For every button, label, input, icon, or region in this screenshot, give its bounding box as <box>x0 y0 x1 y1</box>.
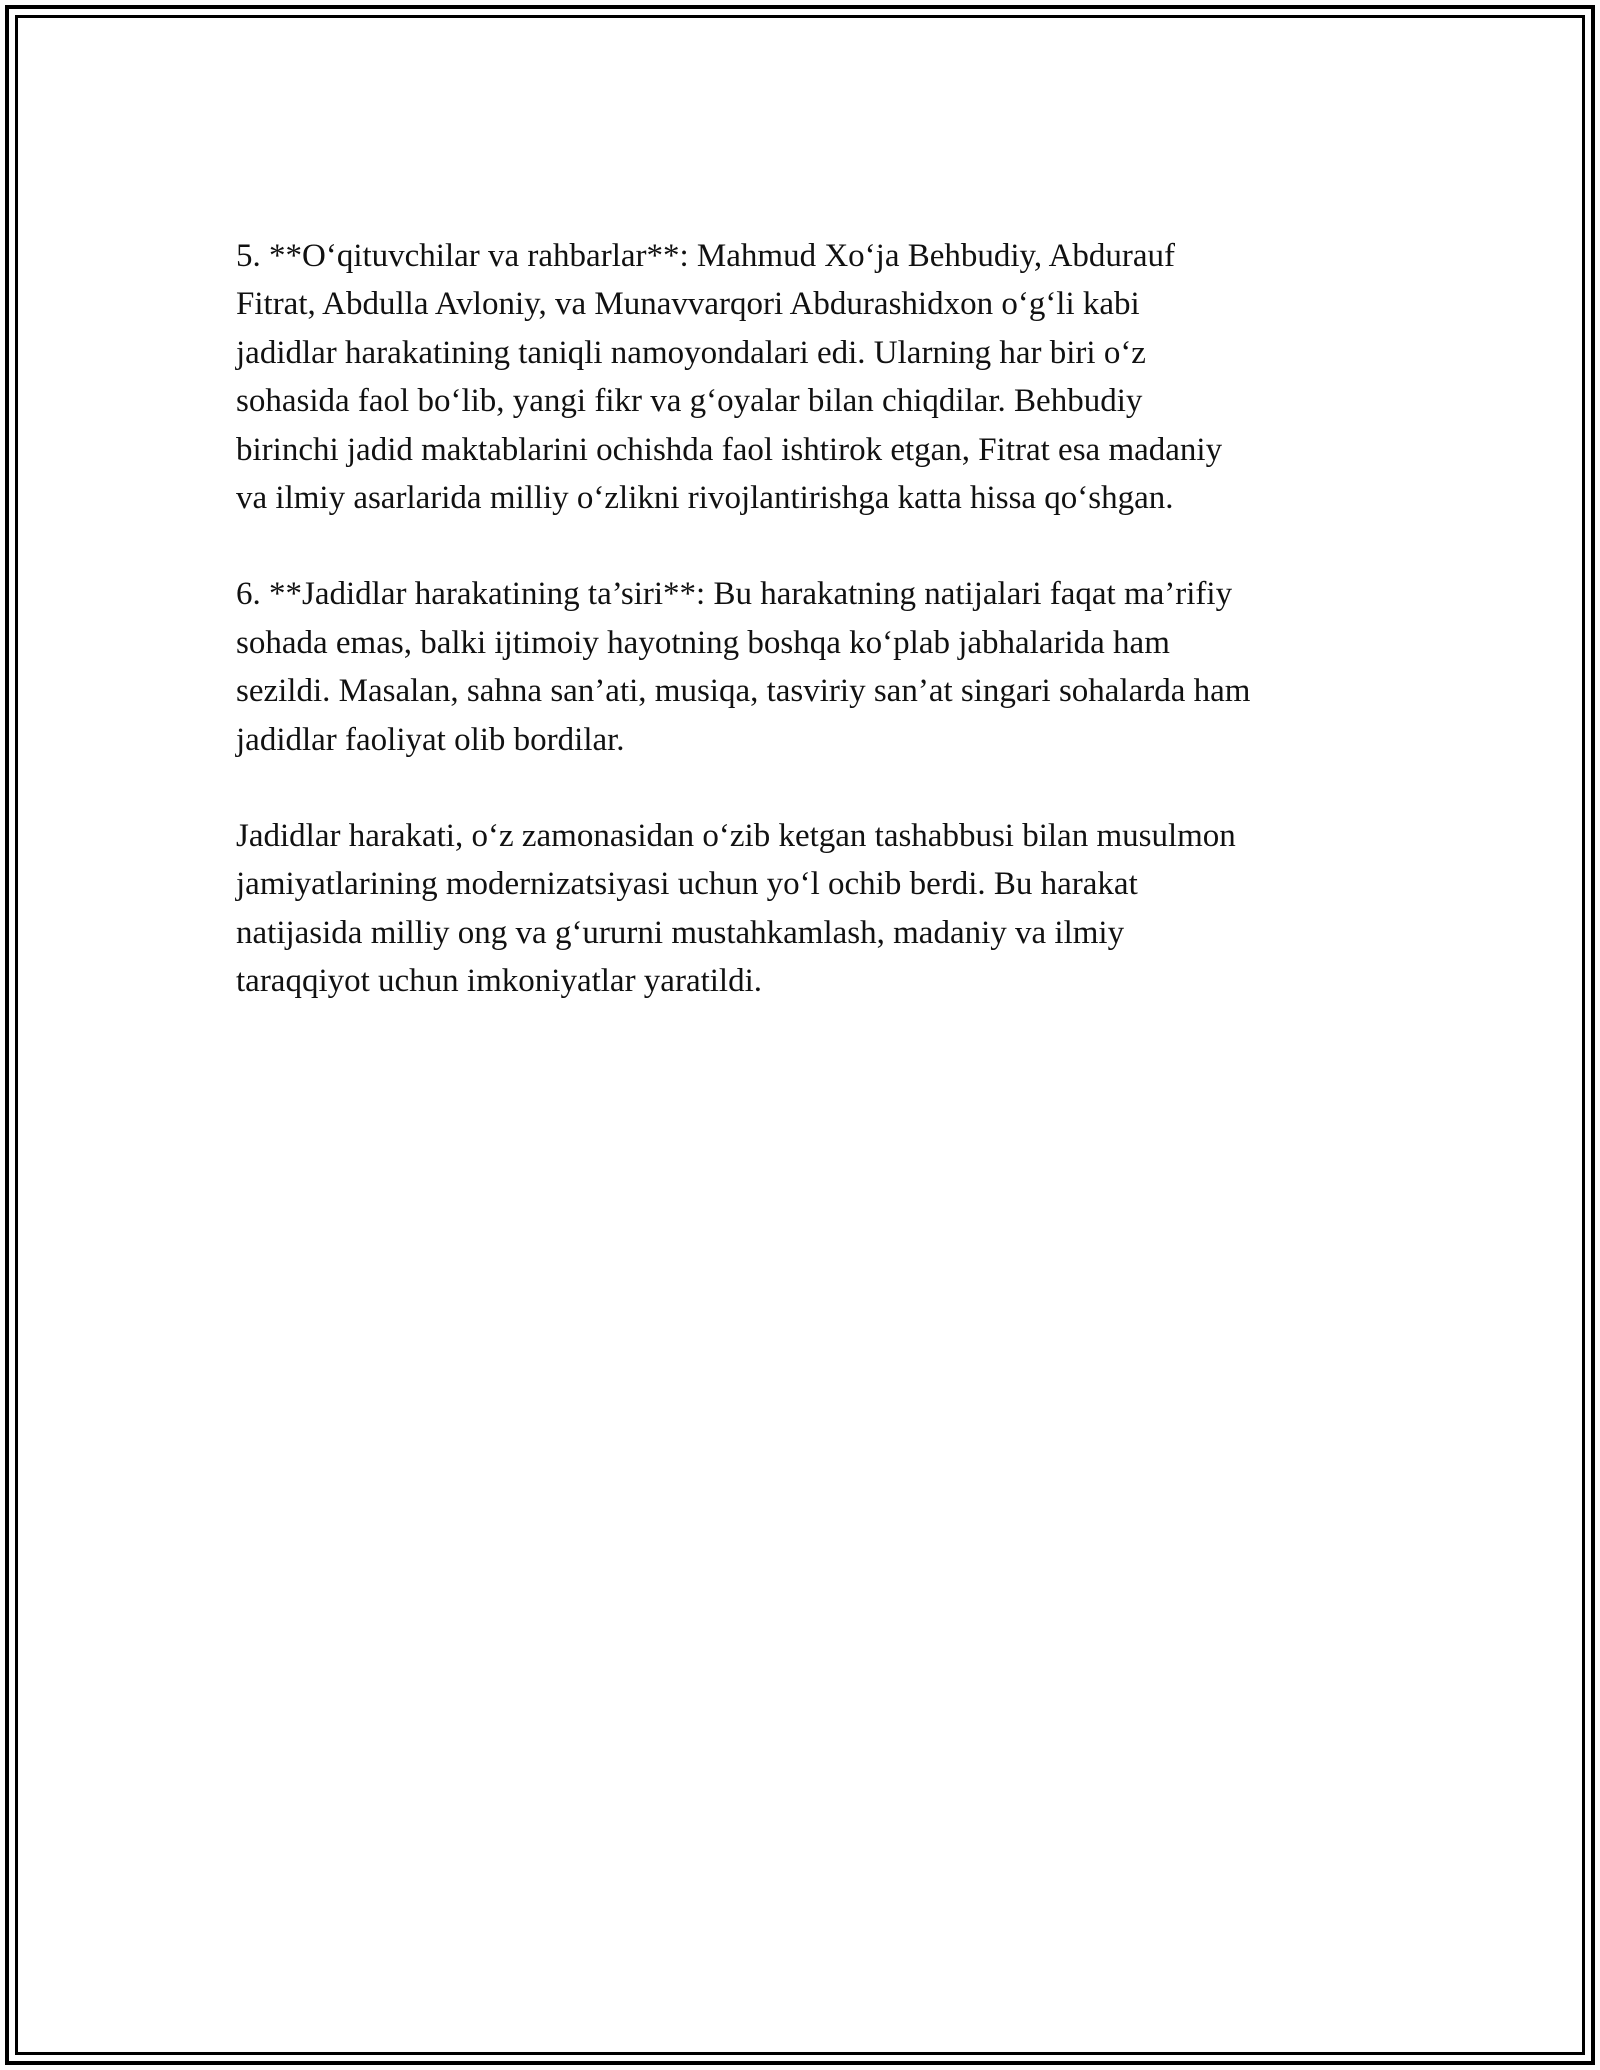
paragraph-conclusion <box>236 812 1396 1006</box>
paragraph-teachers-leaders <box>236 232 1396 522</box>
text-line: va ilmiy asarlarida milliy o‘zlikni rivojlantirishga katta hissa qo‘shgan. <box>236 480 1174 517</box>
text-line: Fitrat, Abdulla Avloniy, va Munavvarqori Abdurashidxon o‘g‘li kabi <box>236 286 1140 323</box>
text-line: taraqqiyot uchun imkoniyatlar yaratildi. <box>236 963 763 1000</box>
text-line: sohada emas, balki ijtimoiy hayotning boshqa ko‘plab jabhalarida ham <box>236 624 1170 661</box>
text-line: sohasida faol bo‘lib, yangi fikr va g‘oyalar bilan chiqdilar. Behbudiy <box>236 383 1143 420</box>
text-line: Jadidlar harakati, o‘z zamonasidan o‘zib ketgan tashabbusi bilan musulmon <box>236 818 1236 855</box>
document-body <box>236 232 1396 1054</box>
text-line: birinchi jadid maktablarini ochishda faol ishtirok etgan, Fitrat esa madaniy <box>236 431 1223 468</box>
text-line: 6. **Jadidlar harakatining ta’siri**: Bu harakatning natijalari faqat ma’rifiy <box>236 576 1233 613</box>
text-line: sezildi. Masalan, sahna san’ati, musiqa, tasviriy san’at singari sohalarda ham <box>236 673 1251 710</box>
text-line: jamiyatlarining modernizatsiyasi uchun yo‘l ochib berdi. Bu harakat <box>236 866 1138 903</box>
text-line: jadidlar faoliyat olib bordilar. <box>236 721 625 758</box>
text-line: jadidlar harakatining taniqli namoyondalari edi. Ularning har biri o‘z <box>236 334 1146 371</box>
paragraph-influence <box>236 570 1396 764</box>
text-line: 5. **O‘qituvchilar va rahbarlar**: Mahmud Xo‘ja Behbudiy, Abdurauf <box>236 238 1176 274</box>
text-line: natijasida milliy ong va g‘ururni mustahkamlash, madaniy va ilmiy <box>236 914 1125 951</box>
